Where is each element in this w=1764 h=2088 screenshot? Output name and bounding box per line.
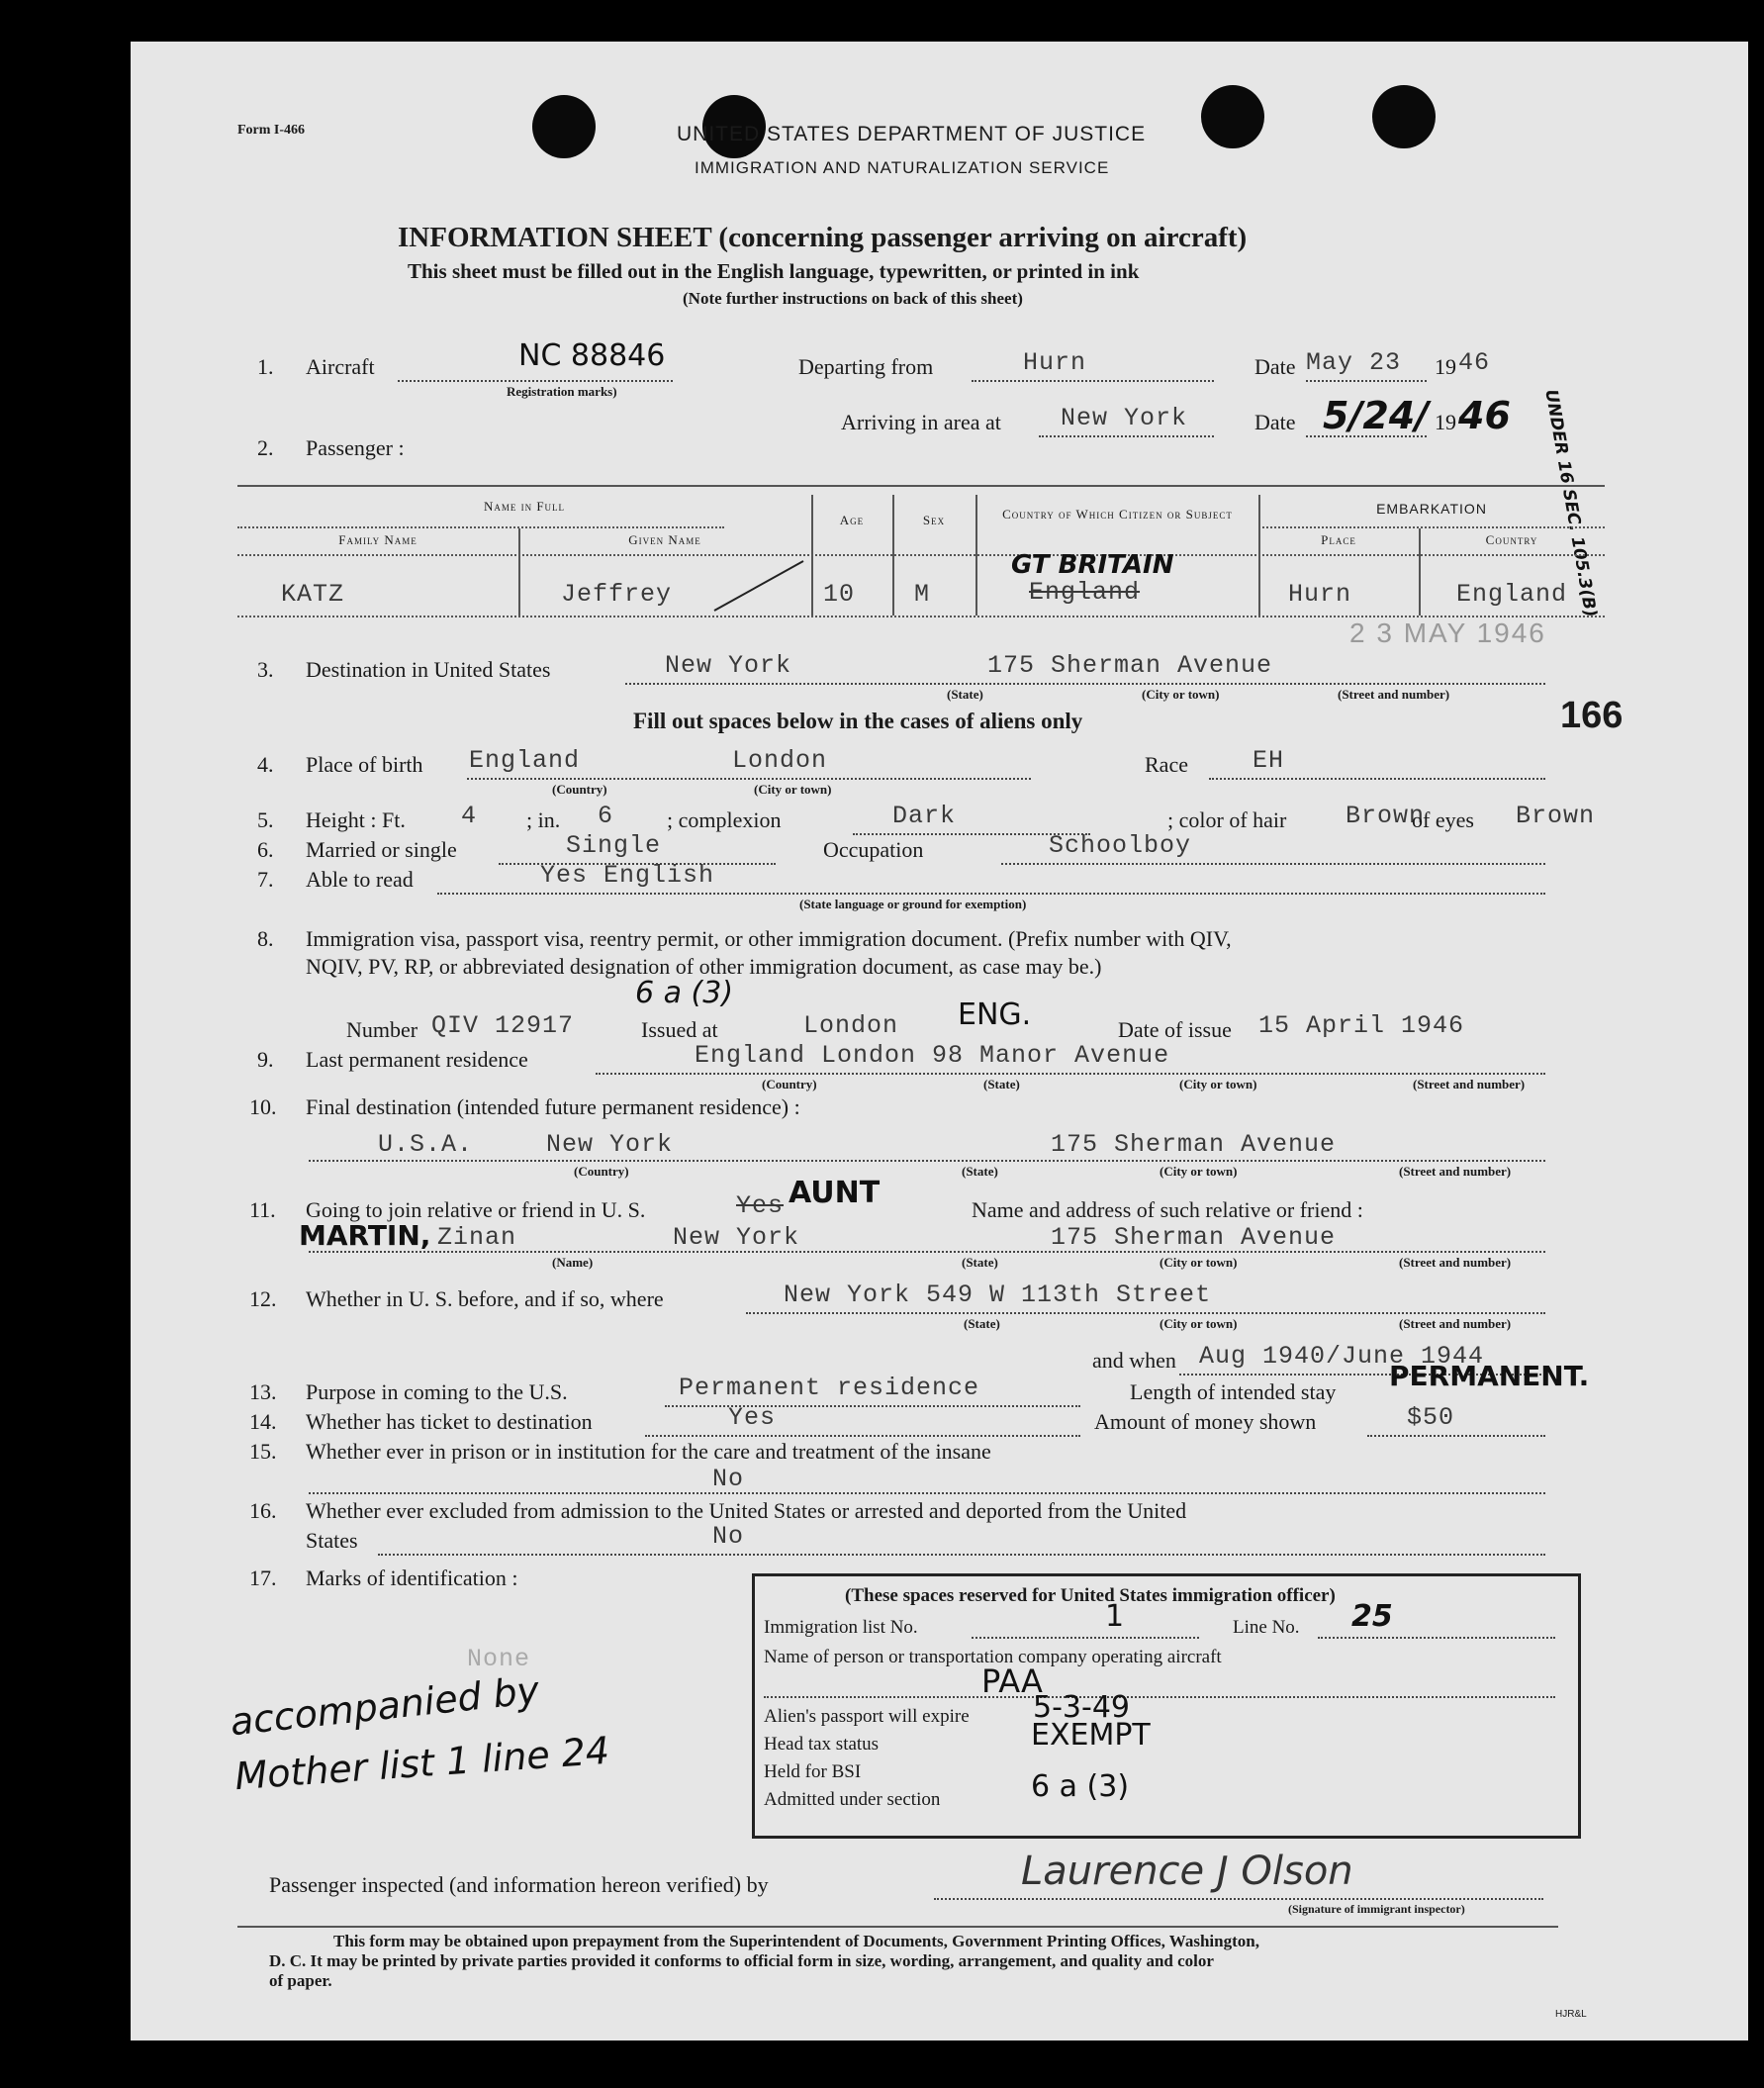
line-label: Line No. [1233, 1617, 1300, 1638]
final-destination-label: Final destination (intended future permanent residence) : [306, 1094, 800, 1119]
passport-value: 5-3-49 [1033, 1690, 1130, 1725]
destination-label: Destination in United States [306, 657, 551, 682]
officer-box-title: (These spaces reserved for United States immigration officer) [845, 1585, 1336, 1606]
item-number: 3. [257, 657, 274, 682]
previous-visit-value: New York 549 W 113th Street [784, 1281, 1212, 1309]
issued-label: Issued at [641, 1017, 718, 1042]
departing-label: Departing from [798, 354, 934, 379]
item-number: 13. [249, 1379, 277, 1404]
item-number: 11. [249, 1197, 276, 1222]
excluded-label-2: States [306, 1528, 358, 1553]
final-country: U.S.A. [378, 1130, 474, 1159]
embark-country-cell: England [1456, 580, 1568, 609]
document-instructions: Immigration visa, passport visa, reentry permit, or other immigration document. (Prefix number with QIV, [306, 926, 1232, 951]
prison-value: No [712, 1465, 745, 1493]
marks-handwritten-2: Mother list 1 line 24 [232, 1728, 611, 1799]
caption-street: (Street and number) [1413, 1077, 1526, 1091]
item-number: 15. [249, 1439, 277, 1464]
prison-label: Whether ever in prison or in institution for the care and treatment of the insane [306, 1439, 991, 1464]
complexion-label: ; complexion [667, 807, 782, 832]
list-label: Immigration list No. [764, 1617, 918, 1638]
caption-state: (State) [962, 1255, 998, 1270]
date-of-issue-label: Date of issue [1118, 1017, 1232, 1042]
departure-date: May 23 [1306, 348, 1402, 377]
caption-country: (Country) [762, 1077, 817, 1091]
destination-state: New York [665, 651, 792, 680]
headtax-label: Head tax status [764, 1734, 880, 1755]
relative-label: Going to join relative or friend in U. S. [306, 1197, 646, 1222]
printer-code: HJR&L [1555, 2009, 1587, 2020]
age-cell: 10 [823, 580, 856, 609]
embarkation-header: EMBARKATION [1376, 501, 1487, 517]
company-label: Name of person or transportation company operating aircraft [764, 1647, 1222, 1667]
passenger-label: Passenger : [306, 435, 405, 460]
document-instructions-2: NQIV, PV, RP, or abbreviated designation of other immigration document, as case may be.) [306, 954, 1102, 979]
marks-handwritten-1: accompanied by [228, 1667, 542, 1745]
when-label: and when [1092, 1348, 1176, 1373]
citizen-handwritten: GT BRITAIN [1011, 550, 1174, 580]
date-stamp: 2 3 MAY 1946 [1349, 617, 1546, 648]
issued-handwritten: ENG. [958, 997, 1032, 1032]
given-name-header: Given Name [628, 532, 701, 547]
marital-label: Married or single [306, 837, 457, 862]
pen-stroke [704, 556, 813, 616]
hair-label: ; color of hair [1167, 807, 1287, 832]
caption-street: (Street and number) [1399, 1255, 1512, 1270]
form-subtitle: This sheet must be filled out in the English language, typewritten, or printed in ink [408, 259, 1140, 283]
aircraft-label: Aircraft [306, 354, 375, 379]
date-label: Date [1254, 354, 1296, 379]
service-heading: IMMIGRATION AND NATURALIZATION SERVICE [695, 158, 1110, 177]
item-number: 2. [257, 435, 274, 460]
form-title: INFORMATION SHEET (concerning passenger arriving on aircraft) [398, 222, 1248, 253]
side-stamp: UNDER 16 SEC. 105.3(B) [1540, 388, 1601, 619]
final-address: 175 Sherman Avenue [1051, 1130, 1337, 1159]
height-inches: 6 [598, 802, 614, 830]
marks-value: None [467, 1645, 531, 1673]
money-value: $50 [1407, 1403, 1455, 1432]
final-state: New York [546, 1130, 674, 1159]
caption-street: (Street and number) [1399, 1316, 1512, 1331]
form-number: Form I-466 [237, 123, 306, 138]
issued-at: London [803, 1011, 899, 1040]
caption-country: (Country) [552, 782, 607, 797]
read-value: Yes English [540, 861, 715, 890]
stay-handwritten: PERMANENT. [1389, 1360, 1590, 1392]
caption-state: (State) [964, 1316, 1000, 1331]
year-prefix: 19 [1435, 354, 1456, 379]
relative-name: Zinan [437, 1223, 517, 1252]
item-number: 9. [257, 1047, 274, 1072]
relative-address: 175 Sherman Avenue [1051, 1223, 1337, 1252]
excluded-label: Whether ever excluded from admission to the United States or arrested and deported from the United [306, 1498, 1187, 1523]
caption-country: (Country) [574, 1164, 629, 1179]
last-residence-label: Last permanent residence [306, 1047, 528, 1072]
arrival-date: 5/24/ [1323, 394, 1430, 437]
item-number: 1. [257, 354, 274, 379]
aircraft-value: NC 88846 [518, 338, 666, 373]
eyes-label: of eyes [1412, 807, 1474, 832]
inspected-label: Passenger inspected (and information hereon verified) by [269, 1872, 769, 1897]
admitted-value: 6 a (3) [1031, 1769, 1130, 1804]
caption-city: (City or town) [754, 782, 832, 797]
caption-city: (City or town) [1142, 687, 1220, 702]
form-note: (Note further instructions on back of this sheet) [683, 289, 1023, 308]
item-number: 7. [257, 867, 274, 892]
age-header: Age [839, 513, 865, 527]
departing-value: Hurn [1023, 348, 1087, 377]
item-number: 8. [257, 926, 274, 951]
passport-label: Alien's passport will expire [764, 1706, 970, 1727]
relative-yes: Yes [736, 1191, 785, 1220]
line-value: 25 [1351, 1599, 1393, 1634]
punch-hole [1201, 85, 1264, 148]
item-number: 12. [249, 1286, 277, 1311]
caption-state: (State) [947, 687, 983, 702]
last-residence-value: England London 98 Manor Avenue [695, 1041, 1170, 1070]
item-number: 17. [249, 1566, 277, 1590]
stay-label: Length of intended stay [1130, 1379, 1337, 1404]
punch-hole [532, 95, 596, 158]
item-number: 6. [257, 837, 274, 862]
eyes-value: Brown [1516, 802, 1596, 830]
race-value: EH [1253, 746, 1285, 775]
inspector-signature: Laurence J Olson [1021, 1849, 1353, 1894]
arriving-label: Arriving in area at [841, 410, 1001, 434]
punch-hole [1372, 85, 1436, 148]
purpose-label: Purpose in coming to the U.S. [306, 1379, 568, 1404]
family-name-header: Family Name [338, 532, 418, 547]
occupation-label: Occupation [823, 837, 924, 862]
country-header: Country [1485, 532, 1538, 547]
list-value: 1 [1105, 1599, 1125, 1634]
family-name-cell: KATZ [281, 580, 345, 609]
caption-city: (City or town) [1160, 1255, 1238, 1270]
birth-city: London [732, 746, 828, 775]
caption-city: (City or town) [1179, 1077, 1257, 1091]
place-header: Place [1321, 532, 1356, 547]
ticket-label: Whether has ticket to destination [306, 1409, 593, 1434]
complexion-value: Dark [892, 802, 957, 830]
signature-caption: (Signature of immigrant inspector) [1288, 1902, 1465, 1916]
height-label: Height : Ft. [306, 807, 406, 832]
page-number: 166 [1560, 695, 1624, 736]
caption-name: (Name) [552, 1255, 594, 1270]
birthplace-label: Place of birth [306, 752, 423, 777]
arriving-value: New York [1061, 404, 1188, 432]
height-feet: 4 [461, 802, 478, 830]
departure-year: 46 [1458, 348, 1491, 377]
name-in-full-header: Name in Full [483, 499, 566, 514]
item-number: 16. [249, 1498, 277, 1523]
caption-street: (Street and number) [1399, 1164, 1512, 1179]
inches-label: ; in. [526, 807, 561, 832]
relative-name-label: Name and address of such relative or friend : [972, 1197, 1363, 1222]
company-value: PAA [981, 1662, 1043, 1700]
hair-value: Brown [1346, 802, 1426, 830]
year-prefix: 19 [1435, 410, 1456, 434]
read-caption: (State language or ground for exemption) [799, 897, 1027, 911]
registration-caption: Registration marks) [507, 384, 617, 399]
aliens-only-heading: Fill out spaces below in the cases of aliens only [633, 709, 1083, 733]
when-value: Aug 1940/June 1944 [1199, 1342, 1485, 1371]
relative-handwritten: AUNT [789, 1176, 881, 1210]
caption-street: (Street and number) [1338, 687, 1450, 702]
embark-place-cell: Hurn [1288, 580, 1352, 609]
occupation-value: Schoolboy [1049, 831, 1192, 860]
form-sheet [131, 42, 1748, 2041]
excluded-value: No [712, 1522, 745, 1551]
headtax-value: EXEMPT [1031, 1718, 1151, 1753]
document-number: QIV 12917 [431, 1011, 575, 1040]
money-label: Amount of money shown [1094, 1409, 1317, 1434]
item-number: 4. [257, 752, 274, 777]
read-label: Able to read [306, 867, 414, 892]
caption-state: (State) [962, 1164, 998, 1179]
bsi-label: Held for BSI [764, 1761, 862, 1782]
previous-visit-label: Whether in U. S. before, and if so, where [306, 1286, 664, 1311]
item-number: 10. [249, 1094, 277, 1119]
caption-city: (City or town) [1160, 1316, 1238, 1331]
department-heading: UNITED STATES DEPARTMENT OF JUSTICE [677, 123, 1147, 145]
caption-city: (City or town) [1160, 1164, 1238, 1179]
date-label: Date [1254, 410, 1296, 434]
citizen-header: Country of Which Citizen or Subject [1002, 507, 1233, 522]
citizen-cell: England [1029, 578, 1141, 607]
sex-cell: M [914, 580, 931, 609]
footer-line-2: D. C. It may be printed by private parties provided it conforms to official form in size, wording, arrangement, and quality and color [269, 1951, 1214, 1970]
item-number: 14. [249, 1409, 277, 1434]
date-of-issue: 15 April 1946 [1258, 1011, 1465, 1040]
marks-label: Marks of identification : [306, 1566, 518, 1590]
birth-country: England [469, 746, 581, 775]
section-handwritten: 6 a (3) [635, 976, 734, 1010]
relative-state: New York [673, 1223, 800, 1252]
admitted-label: Admitted under section [764, 1789, 941, 1810]
race-label: Race [1145, 752, 1188, 777]
arrival-year: 46 [1458, 394, 1511, 437]
purpose-value: Permanent residence [679, 1374, 980, 1402]
destination-address: 175 Sherman Avenue [987, 651, 1273, 680]
caption-state: (State) [983, 1077, 1020, 1091]
given-name-cell: Jeffrey [561, 580, 673, 609]
ticket-value: Yes [728, 1403, 777, 1432]
footer-line-3: of paper. [269, 1971, 332, 1990]
relative-surname-handwritten: MARTIN, [299, 1219, 431, 1252]
marital-value: Single [566, 831, 662, 860]
number-label: Number [346, 1017, 418, 1042]
item-number: 5. [257, 807, 274, 832]
sex-header: Sex [922, 513, 946, 527]
footer-line-1: This form may be obtained upon prepayment from the Superintendent of Documents, Government Printing Offices, Washington, [333, 1932, 1259, 1950]
